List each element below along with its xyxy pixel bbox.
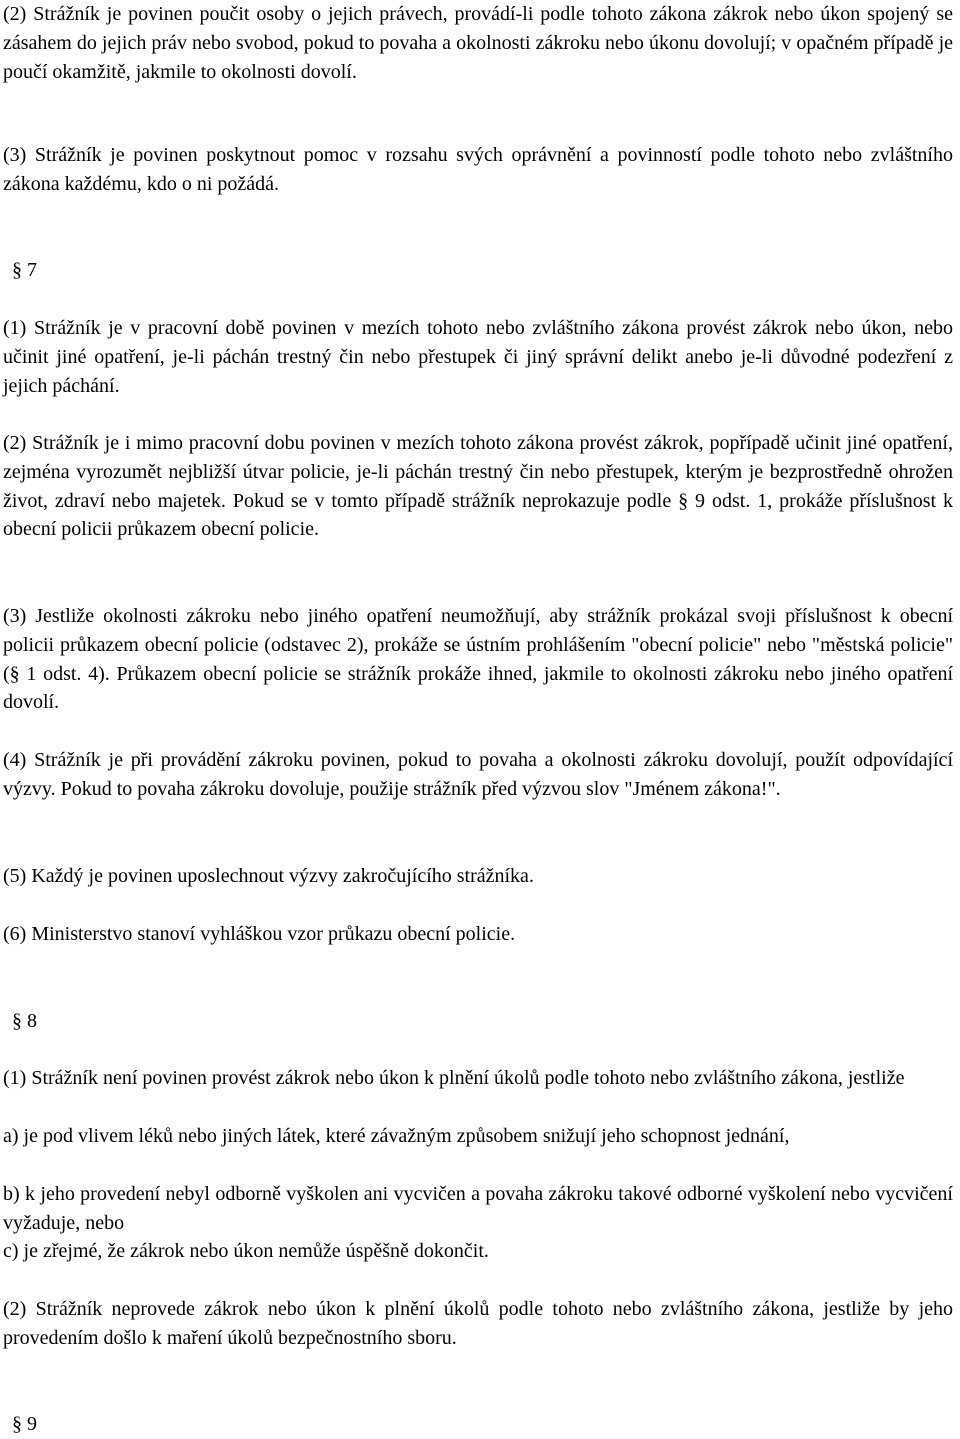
paragraph-7-1: (1) Strážník je v pracovní době povinen v mezích tohoto nebo zvláštního zákona provést zákrok nebo úkon, nebo učinit jiné opatření, je-li páchán trestný čin nebo přestupek či jiný správní delikt anebo je-li důvodné podezření z jejich páchání. bbox=[3, 317, 953, 397]
paragraph-6-2: (2) Strážník je povinen poučit osoby o jejich právech, provádí-li podle tohoto zákona zákrok nebo úkon spojený se zásahem do jejich práv nebo svobod, pokud to povaha a okolnosti zákroku nebo úkonu dovolují; v opačném případě je poučí okamžitě, jakmile to okolnosti dovolí. bbox=[3, 3, 953, 83]
paragraph-7-5: (5) Každý je povinen uposlechnout výzvy zakročujícího strážníka. bbox=[3, 865, 534, 887]
paragraph-7-2: (2) Strážník je i mimo pracovní dobu povinen v mezích tohoto zákona provést zákrok, popřípadě učinit jiné opatření, zejména vyrozumět nejbližší útvar policie, je-li páchán trestný čin nebo přestupek, kterým je bezprostředně ohrožen život, zdraví nebo majetek. Pokud se v tomto případě strážník neprokazuje podle § 9 odst. 1, prokáže příslušnost k obecní policii průkazem obecní policie. bbox=[3, 432, 953, 541]
paragraph-8-1: (1) Strážník není povinen provést zákrok nebo úkon k plnění úkolů podle tohoto nebo zvláštního zákona, jestliže bbox=[3, 1067, 905, 1089]
section-heading-7: § 7 bbox=[12, 259, 37, 281]
list-item-8-1-c: c) je zřejmé, že zákrok nebo úkon nemůže úspěšně dokončit. bbox=[3, 1240, 489, 1262]
paragraph-7-4: (4) Strážník je při provádění zákroku povinen, pokud to povaha a okolnosti zákroku dovolují, použít odpovídající výzvy. Pokud to povaha zákroku dovoluje, použije strážník před výzvou slov "Jménem zákona!". bbox=[3, 749, 953, 800]
paragraph-8-2: (2) Strážník neprovede zákrok nebo úkon k plnění úkolů podle tohoto nebo zvláštního zákona, jestliže by jeho provedením došlo k maření úkolů bezpečnostního sboru. bbox=[3, 1298, 953, 1349]
paragraph-7-6: (6) Ministerstvo stanoví vyhláškou vzor průkazu obecní policie. bbox=[3, 923, 516, 945]
list-item-8-1-a: a) je pod vlivem léků nebo jiných látek, které závažným způsobem snižují jeho schopnost jednání, bbox=[3, 1125, 790, 1147]
section-heading-8: § 8 bbox=[12, 1010, 37, 1032]
section-heading-9: § 9 bbox=[12, 1413, 37, 1435]
list-item-8-1-b: b) k jeho provedení nebyl odborně vyškolen ani vycvičen a povaha zákroku takové odborné vyškolení nebo vycvičení vyžaduje, nebo bbox=[3, 1183, 953, 1234]
paragraph-6-3: (3) Strážník je povinen poskytnout pomoc v rozsahu svých oprávnění a povinností podle tohoto nebo zvláštního zákona každému, kdo o ni požádá. bbox=[3, 144, 953, 195]
paragraph-7-3: (3) Jestliže okolnosti zákroku nebo jiného opatření neumožňují, aby strážník prokázal svoji příslušnost k obecní policii průkazem obecní policie (odstavec 2), prokáže se ústním prohlášením "obecní policie" nebo "městská policie" (§ 1 odst. 4). Průkazem obecní policie se strážník prokáže ihned, jakmile to okolnosti zákroku nebo jiného opatření dovolí. bbox=[3, 605, 953, 714]
